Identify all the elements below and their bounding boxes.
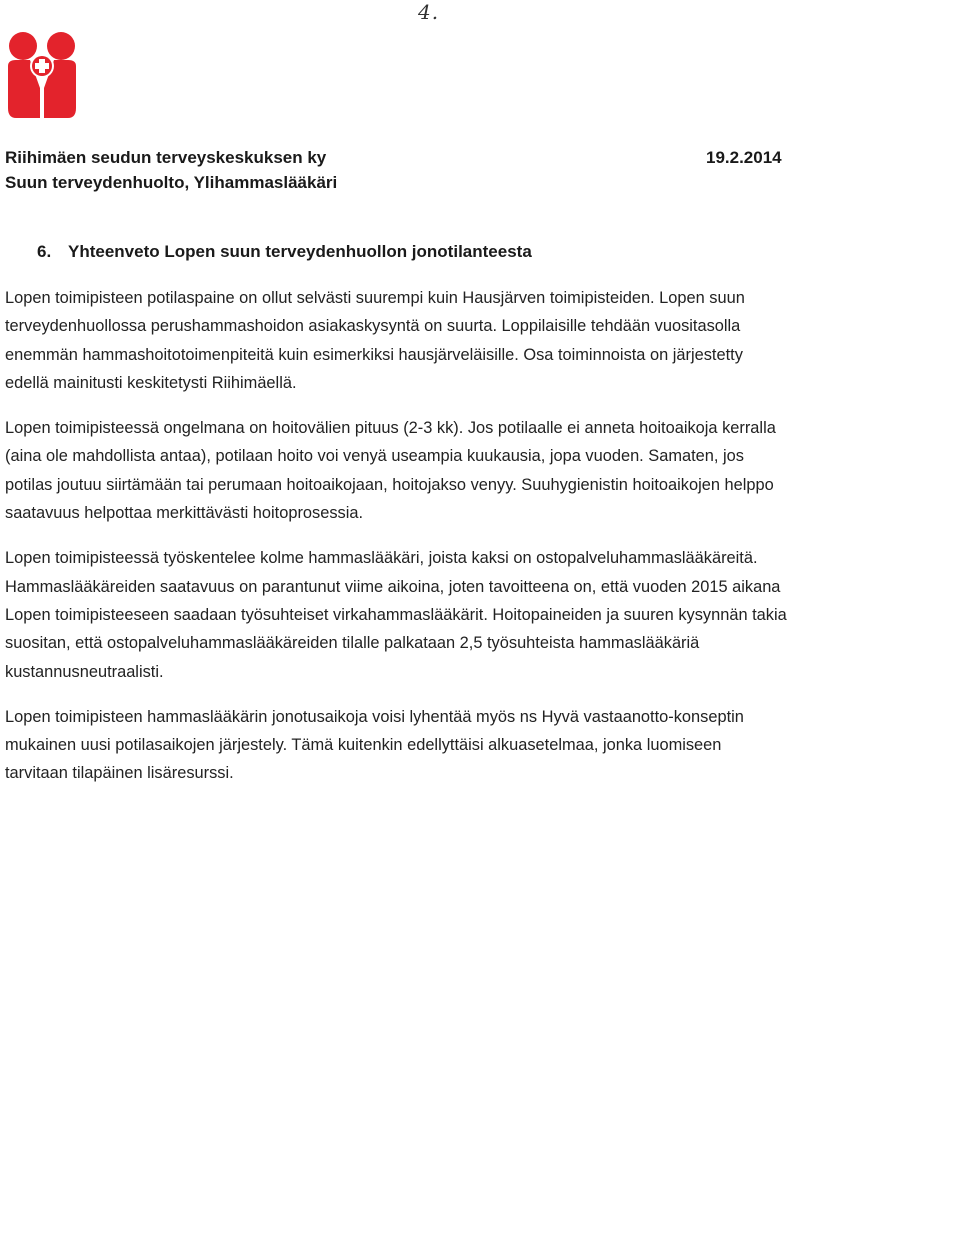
paragraph: Lopen toimipisteen potilaspaine on ollut selvästi suurempi kuin Hausjärven toimipisteiden. Lopen suun terveydenhuollossa perushammashoidon asiakaskysyntä on suurta. Loppilaisille tehdään vuositasolla enemmän hammashoitotoimenpiteitä kuin esimerkiksi hausjärveläisille. Osa toiminnoista on järjestetty edellä mainitusti keskitetysti Riihimäellä. bbox=[5, 289, 745, 392]
section-number: 6. bbox=[37, 242, 52, 261]
section-heading bbox=[37, 239, 532, 264]
paragraph: Lopen toimipisteen hammaslääkärin jonotusaikoja voisi lyhentää myös ns Hyvä vastaanotto-konseptin mukainen uusi potilasaikojen järjestely. Tämä kuitenkin edellyttäisi alkuasetelmaa, jonka luomiseen tarvitaan tilapäinen lisäresurssi. bbox=[5, 707, 744, 783]
health-center-logo bbox=[6, 30, 78, 120]
body-text bbox=[5, 284, 925, 805]
section-title: Yhteenveto Lopen suun terveydenhuollon jonotilanteesta bbox=[68, 242, 532, 261]
paragraph: Lopen toimipisteessä työskentelee kolme hammaslääkäri, joista kaksi on ostopalveluhammaslääkäreitä. Hammaslääkäreiden saatavuus on parantunut viime aikoina, joten tavoitteena on, että vuoden 2015 aikana Lopen toimipisteeseen saadaan työsuhteiset virkahammaslääkärit. Hoitopaineiden ja suuren kysynnän takia suositan, että ostopalveluhammaslääkäreiden tilalle palkataan 2,5 työsuhteista hammaslääkäriä kustannusneutraalisti. bbox=[5, 549, 787, 681]
department-name: Suun terveydenhuolto, Ylihammaslääkäri bbox=[5, 173, 338, 192]
document-date: 19.2.2014 bbox=[706, 148, 782, 167]
paragraph: Lopen toimipisteessä ongelmana on hoitovälien pituus (2-3 kk). Jos potilaalle ei anneta hoitoaikoja kerralla (aina ole mahdollista antaa), potilaan hoito voi venyä useampia kuukausia, jopa vuoden. Samaten, jos potilas joutuu siirtämään tai perumaan hoitoaikojaan, hoitojakso venyy. Suuhygienistin hoitoaikojen helppo saatavuus helpottaa merkittävästi hoitoprosessia. bbox=[5, 419, 776, 523]
handwritten-page-number: 4. bbox=[418, 0, 440, 24]
organization-name: Riihimäen seudun terveyskeskuksen ky bbox=[5, 148, 327, 167]
organization-block bbox=[5, 145, 337, 195]
